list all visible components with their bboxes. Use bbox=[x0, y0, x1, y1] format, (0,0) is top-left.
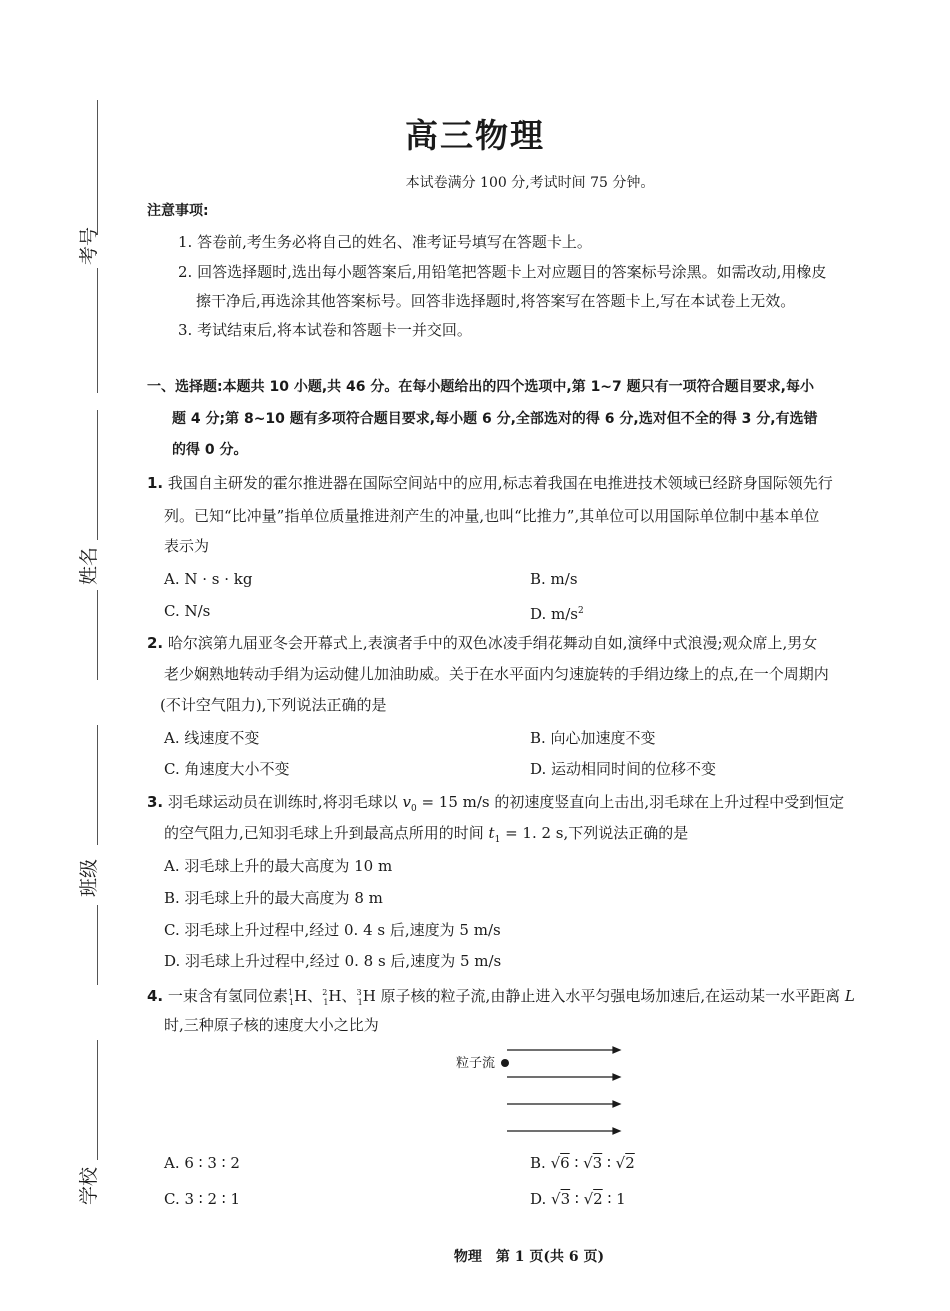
note-item-3: 3. 考试结束后,将本试卷和答题卡一并交回。 bbox=[178, 321, 472, 339]
question-number: 3. bbox=[147, 793, 164, 811]
q1-option-b: B. m/s bbox=[530, 570, 578, 588]
question-text-a: 羽毛球运动员在训练时,将羽毛球以 bbox=[167, 793, 403, 811]
q4-option-a: A. 6 ∶ 3 ∶ 2 bbox=[164, 1154, 240, 1172]
q2-option-d: D. 运动相同时间的位移不变 bbox=[530, 760, 717, 778]
q1-option-c: C. N/s bbox=[164, 602, 211, 620]
q3-option-c: C. 羽毛球上升过程中,经过 0. 4 s 后,速度为 5 m/s bbox=[164, 921, 501, 939]
page-title: 高三物理 bbox=[405, 116, 545, 155]
q3-option-d: D. 羽毛球上升过程中,经过 0. 8 s 后,速度为 5 m/s bbox=[164, 952, 502, 970]
question-text-b: 原子核的粒子流,由静止进入水平匀强电场加速后,在运动某一水平距离 bbox=[380, 987, 845, 1005]
symbol-v0: v bbox=[402, 793, 411, 811]
option-label: B. bbox=[530, 1154, 551, 1172]
q2-option-b: B. 向心加速度不变 bbox=[530, 729, 656, 747]
question-number: 2. bbox=[147, 634, 164, 652]
binding-line-4 bbox=[97, 590, 98, 680]
binding-line-5 bbox=[97, 725, 98, 845]
question-1-line-2: 列。已知“比冲量”指单位质量推进剂产生的冲量,也叫“比推力”,其单位可以用国际单位制中基本单位 bbox=[164, 507, 820, 525]
sidebar-label-name: 姓名 bbox=[78, 546, 100, 585]
radical-expression: √6 ∶ √3 ∶ √2 bbox=[550, 1154, 635, 1172]
binding-line-6 bbox=[97, 905, 98, 985]
arrowhead-1 bbox=[613, 1047, 620, 1053]
q1-option-a: A. N · s · kg bbox=[164, 570, 253, 588]
electric-field-figure bbox=[495, 1040, 635, 1140]
question-text-b: = 1. 2 s,下列说法正确的是 bbox=[500, 824, 689, 842]
question-2-line-3: (不计空气阻力),下列说法正确的是 bbox=[160, 696, 387, 714]
question-text-a: 一束含有氢同位素 bbox=[167, 987, 288, 1005]
question-3-line-2 bbox=[164, 823, 688, 850]
particle-source-dot bbox=[501, 1059, 509, 1067]
question-text: 我国自主研发的霍尔推进器在国际空间站中的应用,标志着我国在电推进技术领域已经跻身国际领先行 bbox=[167, 474, 833, 492]
subscript: 0 bbox=[410, 804, 417, 814]
q3-option-b: B. 羽毛球上升的最大高度为 8 m bbox=[164, 889, 383, 907]
question-4 bbox=[147, 983, 855, 1013]
question-text-a: 的空气阻力,已知羽毛球上升到最高点所用的时间 bbox=[164, 824, 489, 842]
exponent: 2 bbox=[578, 606, 584, 616]
section-heading-line-1: 一、选择题:本题共 10 小题,共 46 分。在每小题给出的四个选项中,第 1~7 题只有一项符合题目要求,每小 bbox=[147, 379, 814, 395]
q2-option-a: A. 线速度不变 bbox=[164, 729, 260, 747]
question-text: 哈尔滨第九届亚冬会开幕式上,表演者手中的双色冰凌手绢花舞动自如,演绎中式浪漫;观众席上,男女 bbox=[167, 634, 818, 652]
option-text: D. m/s bbox=[530, 605, 579, 623]
question-1-line-3: 表示为 bbox=[164, 537, 210, 555]
page-subtitle: 本试卷满分 100 分,考试时间 75 分钟。 bbox=[405, 175, 655, 191]
question-2 bbox=[147, 633, 817, 653]
question-2-line-2: 老少娴熟地转动手绢为运动健儿加油助威。关于在水平面内匀速旋转的手绢边缘上的点,在一个周期内 bbox=[164, 665, 829, 683]
note-item-2: 2. 回答选择题时,选出每小题答案后,用铅笔把答题卡上对应题目的答案标号涂黑。如需改动,用橡皮 bbox=[178, 263, 827, 281]
sidebar-label-class: 班级 bbox=[78, 858, 100, 897]
page-footer: 物理 第 1 页(共 6 页) bbox=[453, 1249, 605, 1265]
q2-option-c: C. 角速度大小不变 bbox=[164, 760, 290, 778]
arrowhead-2 bbox=[613, 1074, 620, 1080]
q1-option-d bbox=[530, 601, 584, 624]
arrowhead-3 bbox=[613, 1101, 620, 1107]
q4-option-b bbox=[530, 1153, 635, 1173]
q3-option-a: A. 羽毛球上升的最大高度为 10 m bbox=[164, 857, 393, 875]
question-text-b: = 15 m/s 的初速度竖直向上击出,羽毛球在上升过程中受到恒定 bbox=[416, 793, 845, 811]
q4-option-c: C. 3 ∶ 2 ∶ 1 bbox=[164, 1190, 240, 1208]
binding-line-7 bbox=[97, 1040, 98, 1160]
question-1 bbox=[147, 473, 833, 493]
option-label: D. bbox=[530, 1190, 552, 1208]
note-item-2-cont: 擦干净后,再选涂其他答案标号。回答非选择题时,将答案写在答题卡上,写在本试卷上无效。 bbox=[196, 292, 796, 310]
question-number: 4. bbox=[147, 987, 164, 1005]
notes-heading: 注意事项: bbox=[147, 203, 209, 219]
question-3 bbox=[147, 792, 844, 819]
figure-label-particle-stream: 粒子流 bbox=[456, 1056, 496, 1071]
section-heading-line-3: 的得 0 分。 bbox=[172, 442, 248, 458]
question-number: 1. bbox=[147, 474, 164, 492]
symbol-t1: t bbox=[488, 824, 495, 842]
binding-line-2 bbox=[97, 268, 98, 393]
sidebar-label-exam-number: 考号 bbox=[78, 226, 100, 265]
sidebar-label-school: 学校 bbox=[78, 1166, 100, 1205]
q4-option-d bbox=[530, 1189, 626, 1209]
arrowhead-4 bbox=[613, 1128, 620, 1134]
symbol-L: L bbox=[844, 987, 855, 1005]
question-4-line-2: 时,三种原子核的速度大小之比为 bbox=[164, 1016, 379, 1034]
section-heading-line-2: 题 4 分;第 8~10 题有多项符合题目要求,每小题 6 分,全部选对的得 6 分,选对但不全的得 3 分,有选错 bbox=[172, 411, 818, 427]
binding-line-3 bbox=[97, 410, 98, 540]
isotope-symbols: $^1_1$H、$^2_1$H、$^3_1$H bbox=[287, 987, 381, 1007]
subscript: 1 bbox=[494, 835, 501, 845]
radical-expression: √3 ∶ √2 ∶ 1 bbox=[551, 1190, 626, 1208]
note-item-1: 1. 答卷前,考生务必将自己的姓名、准考证号填写在答题卡上。 bbox=[178, 233, 592, 251]
